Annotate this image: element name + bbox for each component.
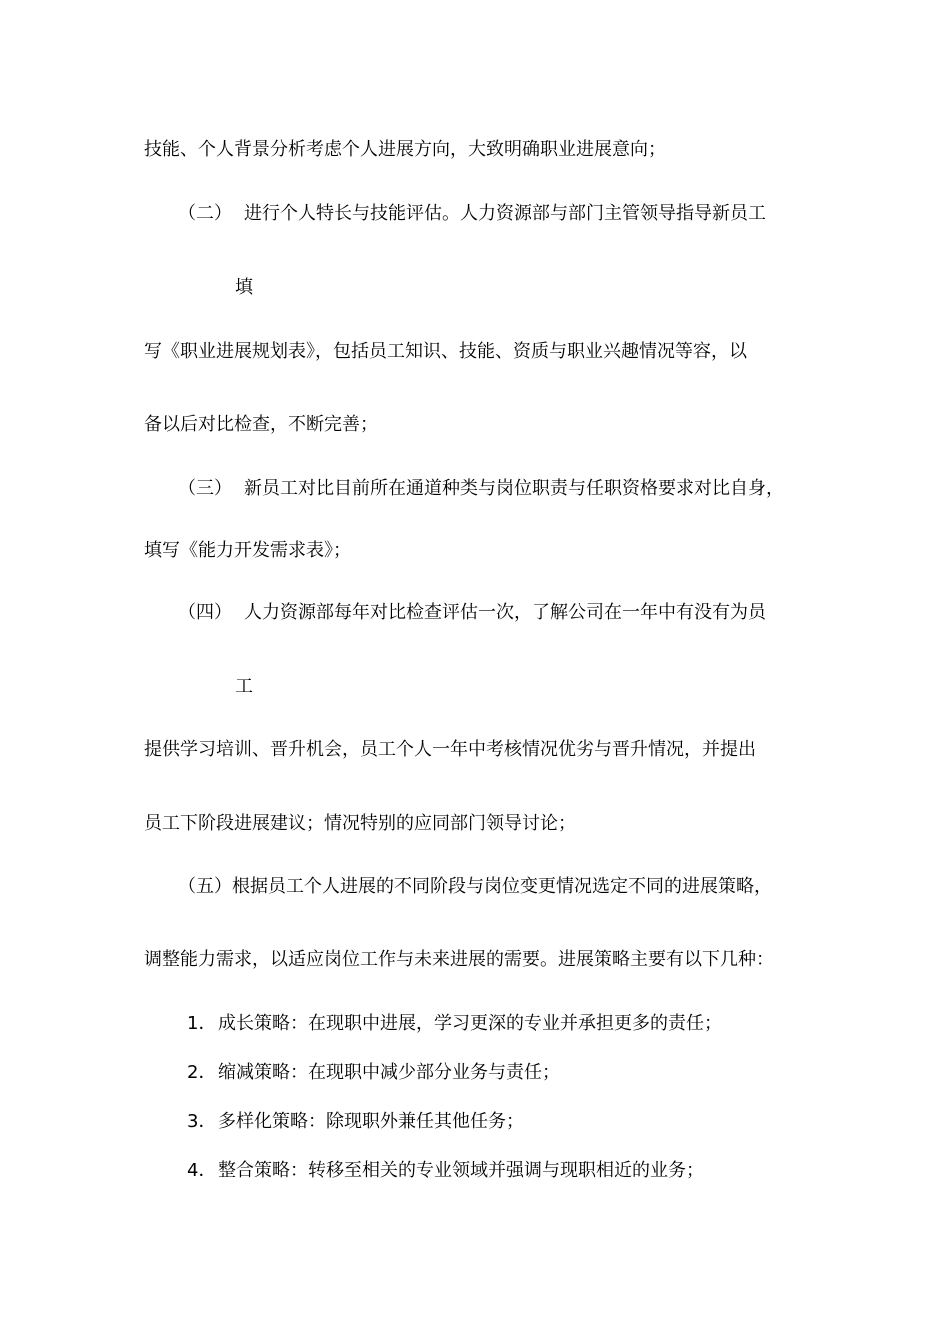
list-number: 1． — [187, 1013, 217, 1034]
list-number: 2． — [187, 1062, 217, 1083]
text-line: 技能、个人背景分析考虑个人进展方向，大致明确职业进展意向； — [144, 139, 666, 160]
list-item: 多样化策略：除现职外兼任其他任务； — [218, 1111, 524, 1132]
section-marker: （二） — [178, 203, 232, 224]
section-marker: （三） — [178, 478, 232, 499]
text-line: 调整能力需求，以适应岗位工作与未来进展的需要。进展策略主要有以下几种： — [144, 949, 774, 970]
text-line: 新员工对比目前所在通道种类与岗位职责与任职资格要求对比自身， — [244, 478, 784, 499]
text-line: 填 — [235, 277, 253, 298]
list-number: 3． — [187, 1111, 217, 1132]
section-marker: （四） — [178, 602, 232, 623]
list-item: 成长策略：在现职中进展，学习更深的专业并承担更多的责任； — [218, 1013, 722, 1034]
text-line: 人力资源部每年对比检查评估一次，了解公司在一年中有没有为员 — [244, 602, 766, 623]
text-line: 填写《能力开发需求表》； — [144, 540, 351, 561]
list-item: 整合策略：转移至相关的专业领域并强调与现职相近的业务； — [218, 1160, 704, 1181]
text-line: 进行个人特长与技能评估。人力资源部与部门主管领导指导新员工 — [244, 203, 766, 224]
text-line: 写《职业进展规划表》，包括员工知识、技能、资质与职业兴趣情况等容，以 — [144, 341, 747, 362]
list-number: 4． — [187, 1160, 217, 1181]
text-line: 提供学习培训、晋升机会，员工个人一年中考核情况优劣与晋升情况，并提出 — [144, 739, 756, 760]
text-line: （五）根据员工个人进展的不同阶段与岗位变更情况选定不同的进展策略， — [178, 876, 772, 897]
list-item: 缩减策略：在现职中减少部分业务与责任； — [218, 1062, 560, 1083]
text-line: 员工下阶段进展建议；情况特别的应同部门领导讨论； — [144, 813, 576, 834]
text-line: 备以后对比检查，不断完善； — [144, 414, 378, 435]
text-line: 工 — [235, 676, 253, 697]
